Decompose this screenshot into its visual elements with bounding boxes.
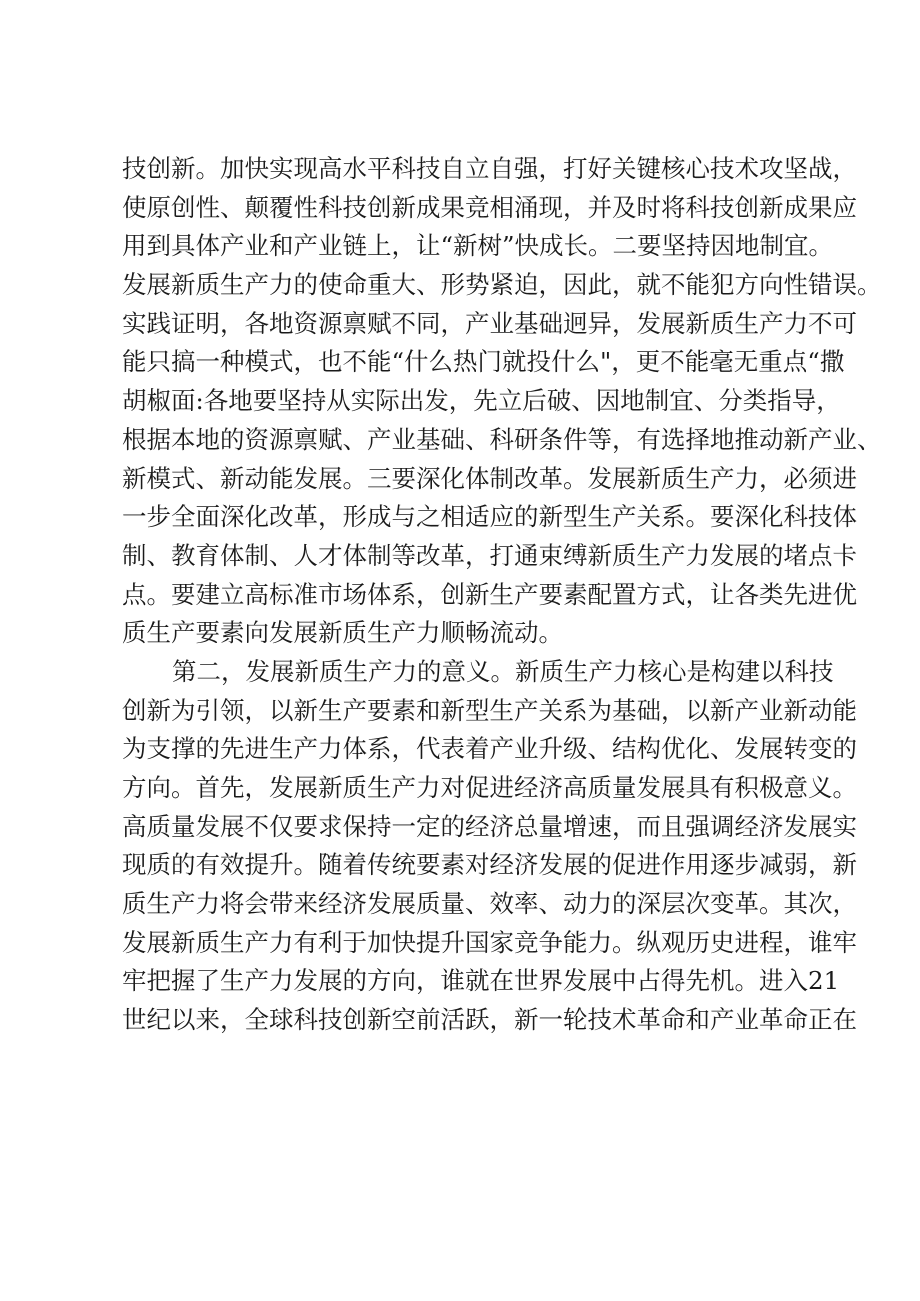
text-line: 根据本地的资源禀赋、产业基础、科研条件等，有选择地推动新产业、	[122, 424, 882, 454]
text-line: 新模式、新动能发展。三要深化体制改革。发展新质生产力，必须进	[122, 463, 857, 493]
text-line: 为支撑的先进生产力体系，代表着产业升级、结构优化、发展转变的	[122, 734, 857, 764]
text-line: 创新为引领，以新生产要素和新型生产关系为基础，以新产业新动能	[122, 695, 857, 725]
paragraph-1	[122, 150, 882, 653]
text-line: 胡椒面:各地要坚持从实际出发，先立后破、因地制宜、分类指导，	[122, 386, 841, 416]
text-line: 发展新质生产力的使命重大、形势紧迫，因此，就不能犯方向性错误。	[122, 270, 882, 300]
text-line: 世纪以来，全球科技创新空前活跃，新一轮技术革命和产业革命正在	[122, 1005, 857, 1035]
paragraph-2	[122, 653, 857, 1040]
text-line: 用到具体产业和产业链上，让“新树”快成长。二要坚持因地制宜。	[122, 231, 834, 261]
text-line: 点。要建立高标准市场体系，创新生产要素配置方式，让各类先进优	[122, 579, 857, 609]
text-line: 一步全面深化改革，形成与之相适应的新型生产关系。要深化科技体	[122, 502, 857, 532]
text-line: 现质的有效提升。随着传统要素对经济发展的促进作用逐步减弱，新	[122, 850, 857, 880]
text-line: 高质量发展不仅要求保持一定的经济总量增速，而且强调经济发展实	[122, 811, 857, 841]
text-line: 使原创性、颠覆性科技创新成果竞相涌现，并及时将科技创新成果应	[122, 192, 857, 222]
text-line: 实践证明，各地资源禀赋不同，产业基础迥异，发展新质生产力不可	[122, 308, 857, 338]
text-line: 质生产力将会带来经济发展质量、效率、动力的深层次变革。其次，	[122, 889, 857, 919]
text-line: 第二，发展新质生产力的意义。新质生产力核心是构建以科技	[172, 656, 834, 686]
text-line: 技创新。加快实现高水平科技自立自强，打好关键核心技术攻坚战，	[122, 154, 857, 183]
text-line: 能只搞一种模式，也不能“什么热门就投什么"，更不能毫无重点“撒	[122, 347, 845, 377]
text-line: 方向。首先，发展新质生产力对促进经济高质量发展具有积极意义。	[122, 773, 857, 802]
text-line: 质生产要素向发展新质生产力顺畅流动。	[122, 618, 563, 648]
text-line: 牢把握了生产力发展的方向，谁就在世界发展中占得先机。进入21	[122, 966, 840, 996]
body-text	[122, 150, 882, 1040]
text-line: 制、教育体制、人才体制等改革，打通束缚新质生产力发展的堵点卡	[122, 540, 857, 570]
text-line: 发展新质生产力有利于加快提升国家竞争能力。纵观历史进程，谁牢	[122, 927, 857, 957]
